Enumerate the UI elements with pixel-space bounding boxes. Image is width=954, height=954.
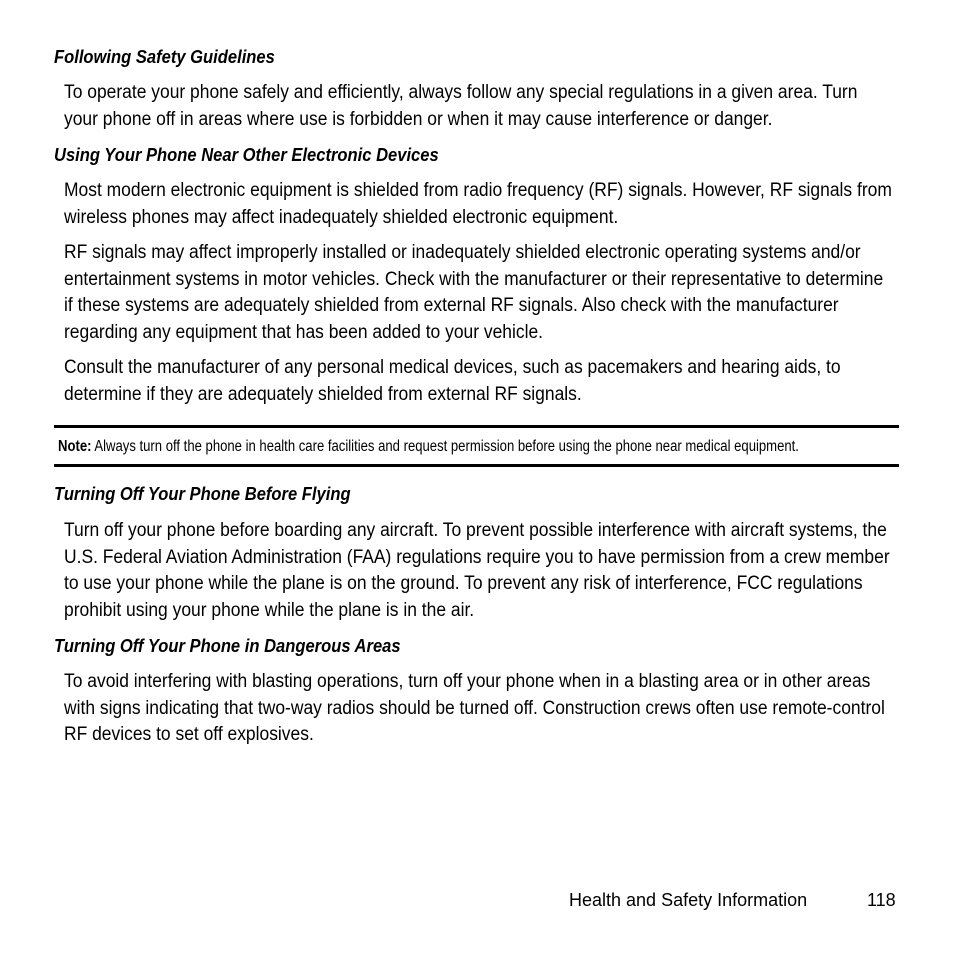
note-top-rule: [54, 425, 899, 428]
note-label: Note:: [58, 438, 92, 455]
heading-safety-guidelines: Following Safety Guidelines: [54, 47, 275, 67]
paragraph-dangerous-areas: To avoid interfering with blasting operations, turn off your phone when in a blasting area or in other areas with signs indicating that two-way radios should be turned off. Construction crews often use remote-control RF devices to set off explosives.: [64, 671, 885, 746]
paragraph-medical-devices: Consult the manufacturer of any personal medical devices, such as pacemakers and hearing aids, to determine if they are adequately shielded from external RF signals.: [64, 357, 841, 405]
paragraph-safety-guidelines: To operate your phone safely and efficiently, always follow any special regulations in a given area. Turn your phone off in areas where use is forbidden or when it may cause interference or danger.: [64, 82, 858, 130]
heading-dangerous-areas: Turning Off Your Phone in Dangerous Areas: [54, 636, 401, 656]
footer-page-number: 118: [867, 890, 896, 910]
note-text: Always turn off the phone in health care facilities and request permission before using the phone near medical equipment.: [91, 438, 799, 455]
note-box: [58, 437, 799, 457]
paragraph-rf-shielding: Most modern electronic equipment is shielded from radio frequency (RF) signals. However, RF signals from wireless phones may affect inadequately shielded electronic equipment.: [64, 180, 892, 228]
footer-section-title: Health and Safety Information: [569, 890, 808, 910]
heading-flying: Turning Off Your Phone Before Flying: [54, 484, 351, 504]
paragraph-vehicle-systems: RF signals may affect improperly installed or inadequately shielded electronic operating systems and/or entertainment systems in motor vehicles. Check with the manufacturer or their representative to determine if these systems are adequately shielded from external RF signals. Also check with the manufacturer regarding any equipment that has been added to your vehicle.: [64, 242, 884, 343]
heading-electronic-devices: Using Your Phone Near Other Electronic Devices: [54, 145, 439, 165]
note-bottom-rule: [54, 464, 899, 467]
paragraph-flying: Turn off your phone before boarding any aircraft. To prevent possible interference with aircraft systems, the U.S. Federal Aviation Administration (FAA) regulations require you to have permission from a crew member to use your phone while the plane is on the ground. To prevent any risk of interference, FCC regulations prohibit using your phone while the plane is in the air.: [64, 520, 890, 621]
